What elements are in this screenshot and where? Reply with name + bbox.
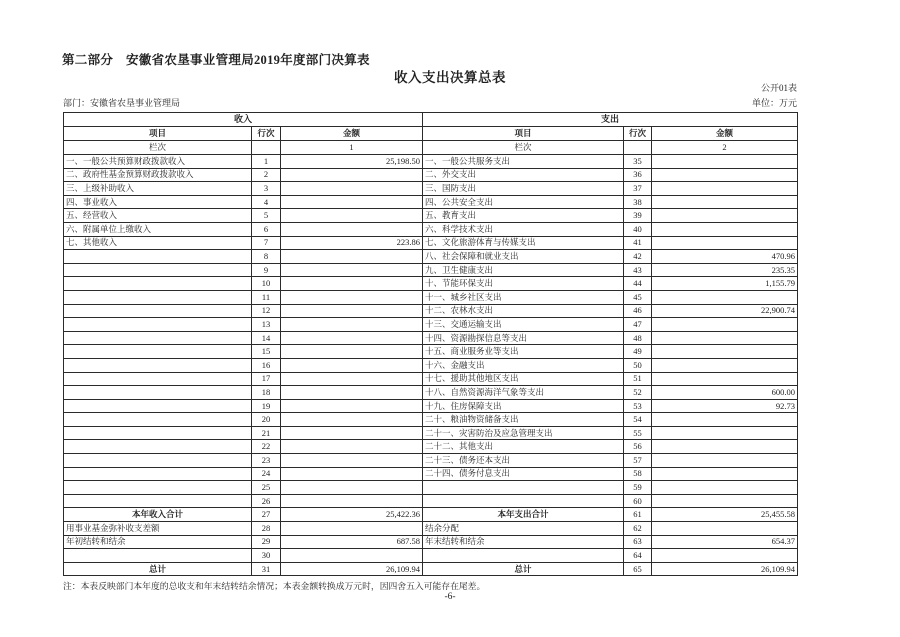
department-label: 部门：安徽省农垦事业管理局 — [63, 98, 181, 108]
income-amount-cell: 25,422.36 — [281, 508, 423, 522]
table-row — [64, 263, 798, 277]
income-amount-cell — [281, 440, 423, 454]
expense-item-header: 项目 — [423, 127, 624, 141]
income-amount-cell — [281, 277, 423, 291]
expense-amount-cell — [652, 168, 798, 182]
income-amount-cell — [281, 426, 423, 440]
income-rowno-cell: 9 — [252, 263, 281, 277]
income-rowno-cell: 24 — [252, 467, 281, 481]
income-amount-cell — [281, 494, 423, 508]
expense-index-blank — [624, 141, 652, 155]
income-rowno-cell: 22 — [252, 440, 281, 454]
income-rowno-cell: 8 — [252, 250, 281, 264]
income-item-cell — [64, 481, 252, 495]
income-rowno-cell: 26 — [252, 494, 281, 508]
expense-rowno-cell: 60 — [624, 494, 652, 508]
income-item-cell: 六、附属单位上缴收入 — [64, 222, 252, 236]
expense-rowno-cell: 56 — [624, 440, 652, 454]
income-rowno-cell: 23 — [252, 454, 281, 468]
income-item-cell: 五、经营收入 — [64, 209, 252, 223]
income-item-cell — [64, 358, 252, 372]
table-row — [64, 372, 798, 386]
expense-item-cell: 七、文化旅游体育与传媒支出 — [423, 236, 624, 250]
table-body — [64, 155, 798, 576]
income-rowno-cell: 16 — [252, 358, 281, 372]
expense-item-cell — [423, 549, 624, 563]
income-rowno-cell: 7 — [252, 236, 281, 250]
income-index-blank — [252, 141, 281, 155]
income-item-cell — [64, 413, 252, 427]
table-row — [64, 195, 798, 209]
expense-amount-cell — [652, 155, 798, 169]
income-item-cell — [64, 494, 252, 508]
expense-item-cell: 十七、援助其他地区支出 — [423, 372, 624, 386]
expense-item-cell — [423, 481, 624, 495]
expense-amount-cell — [652, 413, 798, 427]
income-item-cell — [64, 386, 252, 400]
table-row — [64, 304, 798, 318]
expense-amount-cell: 470.96 — [652, 250, 798, 264]
income-item-cell — [64, 440, 252, 454]
expense-amount-cell — [652, 209, 798, 223]
income-rowno-cell: 2 — [252, 168, 281, 182]
income-amount-cell: 223.86 — [281, 236, 423, 250]
expense-amount-cell: 1,155.79 — [652, 277, 798, 291]
income-rowno-cell: 1 — [252, 155, 281, 169]
expense-amount-cell — [652, 345, 798, 359]
expense-rowno-cell: 61 — [624, 508, 652, 522]
table-row — [64, 358, 798, 372]
income-item-cell — [64, 331, 252, 345]
expense-item-cell: 六、科学技术支出 — [423, 222, 624, 236]
expense-section-header: 支出 — [423, 113, 798, 127]
expense-amount-cell: 25,455.58 — [652, 508, 798, 522]
expense-item-cell: 三、国防支出 — [423, 182, 624, 196]
expense-amount-cell — [652, 195, 798, 209]
income-rowno-cell: 14 — [252, 331, 281, 345]
expense-rowno-cell: 48 — [624, 331, 652, 345]
expense-item-cell: 结余分配 — [423, 522, 624, 536]
expense-item-cell: 一、一般公共服务支出 — [423, 155, 624, 169]
expense-amount-cell: 22,900.74 — [652, 304, 798, 318]
income-amount-cell — [281, 209, 423, 223]
table-row — [64, 399, 798, 413]
income-amount-cell — [281, 250, 423, 264]
expense-rowno-cell: 63 — [624, 535, 652, 549]
income-amount-cell: 25,198.50 — [281, 155, 423, 169]
expense-item-cell: 十、节能环保支出 — [423, 277, 624, 291]
expense-amount-cell: 235.35 — [652, 263, 798, 277]
income-amount-cell — [281, 386, 423, 400]
income-item-cell: 三、上级补助收入 — [64, 182, 252, 196]
income-rowno-cell: 30 — [252, 549, 281, 563]
income-amount-cell — [281, 358, 423, 372]
expense-amount-cell — [652, 549, 798, 563]
income-rowno-cell: 5 — [252, 209, 281, 223]
income-amount-cell — [281, 522, 423, 536]
expense-rowno-cell: 40 — [624, 222, 652, 236]
expense-amount-cell — [652, 358, 798, 372]
table-row — [64, 155, 798, 169]
income-rowno-cell: 18 — [252, 386, 281, 400]
expense-amount-cell — [652, 182, 798, 196]
income-amount-cell — [281, 195, 423, 209]
table-row — [64, 426, 798, 440]
expense-item-cell: 十一、城乡社区支出 — [423, 290, 624, 304]
expense-item-cell: 十二、农林水支出 — [423, 304, 624, 318]
income-amount-header: 金额 — [281, 127, 423, 141]
income-item-cell — [64, 426, 252, 440]
document-title: 第二部分 安徽省农垦事业管理局2019年度部门决算表 — [62, 53, 370, 67]
income-amount-cell — [281, 413, 423, 427]
unit-label: 单位：万元 — [751, 98, 797, 108]
table-row — [64, 481, 798, 495]
expense-rowno-cell: 45 — [624, 290, 652, 304]
income-amount-cell — [281, 304, 423, 318]
expense-rowno-cell: 38 — [624, 195, 652, 209]
income-item-cell — [64, 399, 252, 413]
expense-rowno-cell: 39 — [624, 209, 652, 223]
table-row — [64, 494, 798, 508]
table-row — [64, 508, 798, 522]
expense-rowno-cell: 47 — [624, 318, 652, 332]
income-item-cell — [64, 250, 252, 264]
expense-rowno-cell: 52 — [624, 386, 652, 400]
income-rowno-cell: 13 — [252, 318, 281, 332]
income-item-cell — [64, 372, 252, 386]
expense-item-cell: 总计 — [423, 562, 624, 576]
income-amount-cell — [281, 454, 423, 468]
expense-amount-cell: 600.00 — [652, 386, 798, 400]
expense-rowno-cell: 55 — [624, 426, 652, 440]
expense-item-cell: 二十一、灾害防治及应急管理支出 — [423, 426, 624, 440]
income-item-cell: 总计 — [64, 562, 252, 576]
income-item-cell — [64, 304, 252, 318]
expense-index-number: 2 — [652, 141, 798, 155]
expense-item-cell: 二十四、债务付息支出 — [423, 467, 624, 481]
income-index-number: 1 — [281, 141, 423, 155]
income-rowno-cell: 21 — [252, 426, 281, 440]
income-rowno-cell: 11 — [252, 290, 281, 304]
income-amount-cell — [281, 263, 423, 277]
income-item-header: 项目 — [64, 127, 252, 141]
table-row — [64, 250, 798, 264]
form-code: 公开01表 — [760, 83, 797, 93]
table-row — [64, 236, 798, 250]
table-row — [64, 522, 798, 536]
income-rowno-cell: 15 — [252, 345, 281, 359]
income-rowno-cell: 4 — [252, 195, 281, 209]
income-rowno-cell: 27 — [252, 508, 281, 522]
income-amount-cell — [281, 290, 423, 304]
income-rowno-cell: 19 — [252, 399, 281, 413]
income-rowno-cell: 25 — [252, 481, 281, 495]
table-row — [64, 182, 798, 196]
income-amount-cell — [281, 168, 423, 182]
income-item-cell: 四、事业收入 — [64, 195, 252, 209]
expense-amount-header: 金额 — [652, 127, 798, 141]
income-section-header: 收入 — [64, 113, 423, 127]
expense-rowno-cell: 59 — [624, 481, 652, 495]
income-rowno-cell: 3 — [252, 182, 281, 196]
income-rowno-header: 行次 — [252, 127, 281, 141]
income-amount-cell — [281, 345, 423, 359]
expense-rowno-cell: 53 — [624, 399, 652, 413]
table-row — [64, 454, 798, 468]
income-item-cell: 本年收入合计 — [64, 508, 252, 522]
income-item-cell — [64, 549, 252, 563]
footnote: 注：本表反映部门本年度的总收支和年末结转结余情况；本表金额转换成万元时，因四舍五入可能存在尾差。 — [63, 581, 486, 591]
expense-rowno-cell: 36 — [624, 168, 652, 182]
income-amount-cell: 26,109.94 — [281, 562, 423, 576]
income-amount-cell — [281, 331, 423, 345]
income-item-cell — [64, 318, 252, 332]
expense-item-cell: 二十二、其他支出 — [423, 440, 624, 454]
income-rowno-cell: 29 — [252, 535, 281, 549]
expense-rowno-cell: 44 — [624, 277, 652, 291]
table-row — [64, 467, 798, 481]
expense-amount-cell — [652, 481, 798, 495]
income-rowno-cell: 20 — [252, 413, 281, 427]
expense-rowno-header: 行次 — [624, 127, 652, 141]
expense-item-cell: 九、卫生健康支出 — [423, 263, 624, 277]
income-item-cell — [64, 454, 252, 468]
expense-amount-cell: 26,109.94 — [652, 562, 798, 576]
income-item-cell: 一、一般公共预算财政拨款收入 — [64, 155, 252, 169]
expense-amount-cell — [652, 467, 798, 481]
table-row — [64, 168, 798, 182]
expense-rowno-cell: 46 — [624, 304, 652, 318]
income-amount-cell — [281, 549, 423, 563]
expense-rowno-cell: 50 — [624, 358, 652, 372]
expense-rowno-cell: 42 — [624, 250, 652, 264]
expense-rowno-cell: 51 — [624, 372, 652, 386]
expense-amount-cell — [652, 426, 798, 440]
income-item-cell: 年初结转和结余 — [64, 535, 252, 549]
income-rowno-cell: 10 — [252, 277, 281, 291]
income-amount-cell — [281, 222, 423, 236]
income-rowno-cell: 28 — [252, 522, 281, 536]
expense-amount-cell — [652, 440, 798, 454]
expense-item-cell: 二十三、债务还本支出 — [423, 454, 624, 468]
income-amount-cell — [281, 182, 423, 196]
expense-item-cell: 二、外交支出 — [423, 168, 624, 182]
income-item-cell — [64, 277, 252, 291]
income-item-cell — [64, 263, 252, 277]
page-number: -6- — [444, 592, 456, 602]
expense-amount-cell — [652, 454, 798, 468]
expense-rowno-cell: 54 — [624, 413, 652, 427]
income-amount-cell — [281, 481, 423, 495]
income-amount-cell — [281, 399, 423, 413]
expense-item-cell: 四、公共安全支出 — [423, 195, 624, 209]
expense-amount-cell — [652, 522, 798, 536]
table-row — [64, 290, 798, 304]
table-row — [64, 535, 798, 549]
table-row — [64, 549, 798, 563]
income-item-cell: 用事业基金弥补收支差额 — [64, 522, 252, 536]
expense-rowno-cell: 62 — [624, 522, 652, 536]
expense-item-cell: 本年支出合计 — [423, 508, 624, 522]
table-title: 收入支出决算总表 — [394, 70, 506, 85]
meta-line — [63, 96, 797, 109]
expense-rowno-cell: 64 — [624, 549, 652, 563]
income-index-label: 栏次 — [64, 141, 252, 155]
expense-item-cell: 十九、住房保障支出 — [423, 399, 624, 413]
income-rowno-cell: 6 — [252, 222, 281, 236]
expense-rowno-cell: 41 — [624, 236, 652, 250]
income-rowno-cell: 17 — [252, 372, 281, 386]
table-row — [64, 345, 798, 359]
expense-item-cell: 十四、资源勘探信息等支出 — [423, 331, 624, 345]
index-row — [64, 141, 798, 155]
table-row — [64, 440, 798, 454]
expense-item-cell: 十三、交通运输支出 — [423, 318, 624, 332]
expense-rowno-cell: 43 — [624, 263, 652, 277]
expense-amount-cell — [652, 331, 798, 345]
budget-summary-table — [63, 112, 798, 576]
income-item-cell — [64, 290, 252, 304]
expense-item-cell: 十八、自然资源海洋气象等支出 — [423, 386, 624, 400]
section-header-row — [64, 113, 798, 127]
table-row — [64, 413, 798, 427]
table-row — [64, 209, 798, 223]
income-rowno-cell: 12 — [252, 304, 281, 318]
expense-rowno-cell: 58 — [624, 467, 652, 481]
expense-item-cell — [423, 494, 624, 508]
expense-item-cell: 二十、粮油物资储备支出 — [423, 413, 624, 427]
income-rowno-cell: 31 — [252, 562, 281, 576]
table-row — [64, 331, 798, 345]
expense-rowno-cell: 57 — [624, 454, 652, 468]
expense-rowno-cell: 37 — [624, 182, 652, 196]
expense-item-cell: 十五、商业服务业等支出 — [423, 345, 624, 359]
income-item-cell: 七、其他收入 — [64, 236, 252, 250]
expense-item-cell: 五、教育支出 — [423, 209, 624, 223]
table-row — [64, 386, 798, 400]
expense-amount-cell — [652, 290, 798, 304]
income-amount-cell: 687.58 — [281, 535, 423, 549]
expense-amount-cell — [652, 222, 798, 236]
expense-rowno-cell: 49 — [624, 345, 652, 359]
income-amount-cell — [281, 467, 423, 481]
expense-amount-cell — [652, 318, 798, 332]
income-amount-cell — [281, 318, 423, 332]
expense-amount-cell — [652, 372, 798, 386]
table-row — [64, 222, 798, 236]
expense-rowno-cell: 65 — [624, 562, 652, 576]
income-amount-cell — [281, 372, 423, 386]
expense-rowno-cell: 35 — [624, 155, 652, 169]
expense-amount-cell: 654.37 — [652, 535, 798, 549]
table-row — [64, 277, 798, 291]
expense-item-cell: 八、社会保障和就业支出 — [423, 250, 624, 264]
column-header-row — [64, 127, 798, 141]
table-row — [64, 562, 798, 576]
expense-amount-cell — [652, 494, 798, 508]
expense-item-cell: 十六、金融支出 — [423, 358, 624, 372]
income-item-cell: 二、政府性基金预算财政拨款收入 — [64, 168, 252, 182]
expense-index-label: 栏次 — [423, 141, 624, 155]
table-row — [64, 318, 798, 332]
expense-item-cell: 年末结转和结余 — [423, 535, 624, 549]
income-item-cell — [64, 467, 252, 481]
expense-amount-cell: 92.73 — [652, 399, 798, 413]
income-item-cell — [64, 345, 252, 359]
expense-amount-cell — [652, 236, 798, 250]
